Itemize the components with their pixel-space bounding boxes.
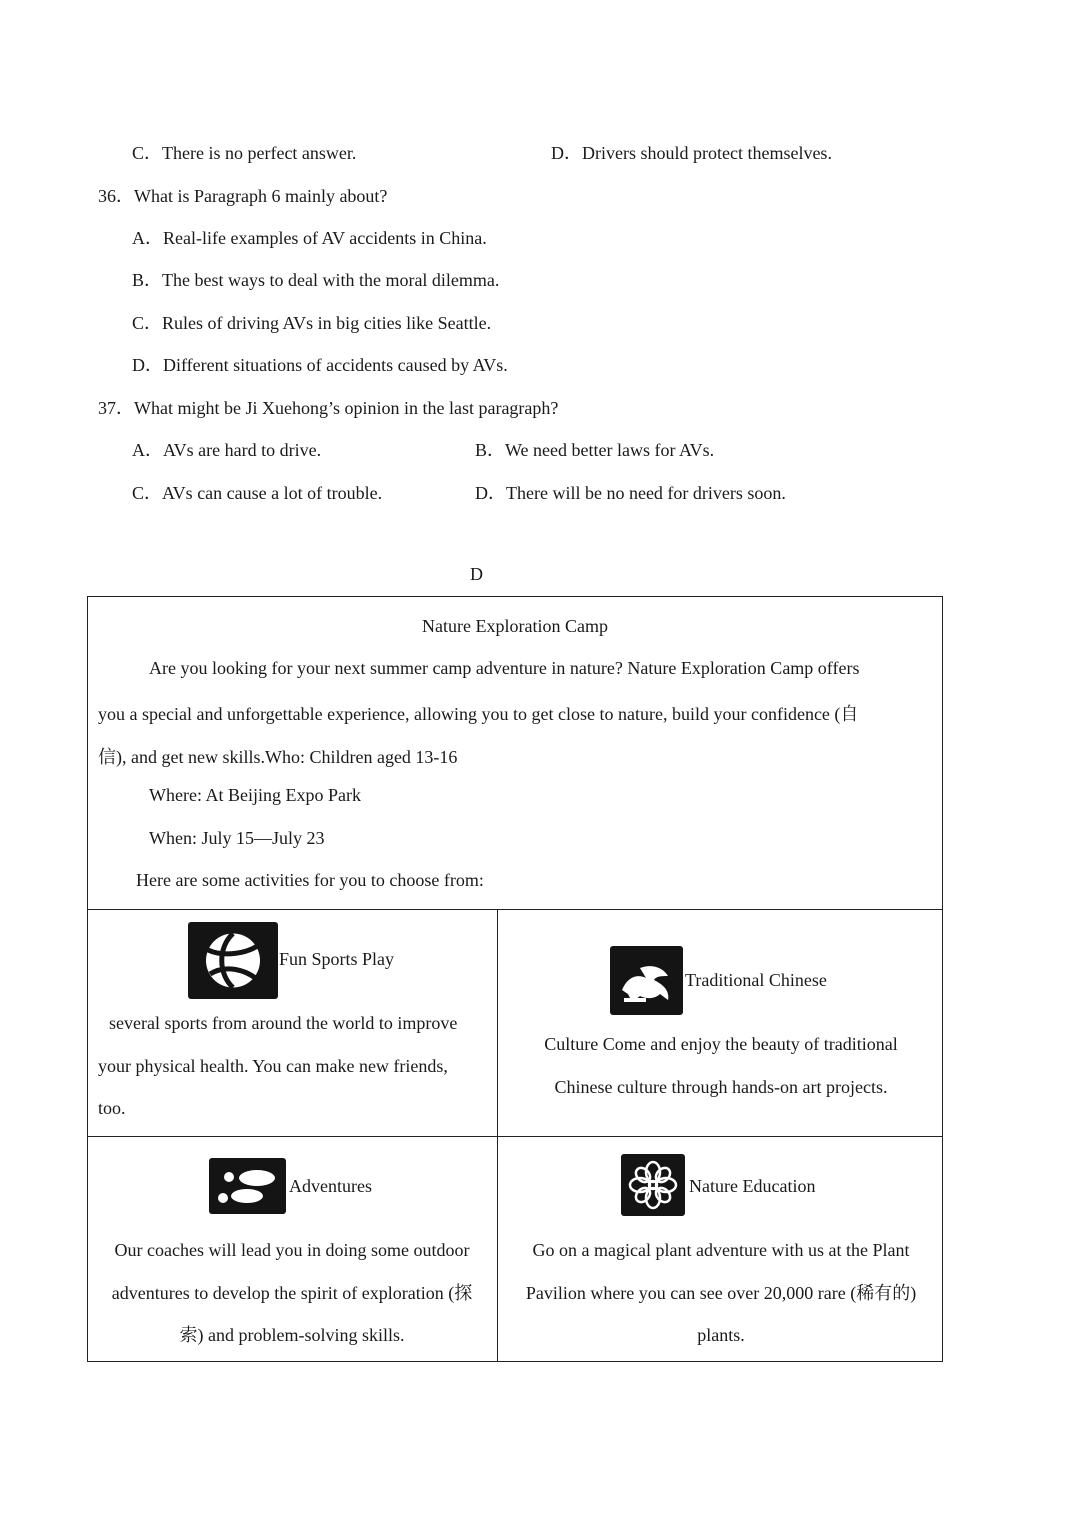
q36-option-c: C．Rules of driving AVs in big cities like Seattle. <box>132 313 492 333</box>
q37-option-a: A．AVs are hard to drive. <box>132 440 322 460</box>
q37-option-b: B．We need better laws for AVs. <box>475 440 715 460</box>
activity-1-line-1: several sports from around the world to improve <box>109 1013 458 1033</box>
activity-2-line-2: Chinese culture through hands-on art projects. <box>554 1076 888 1097</box>
flower-icon <box>621 1154 685 1216</box>
activity-1-line-3: too. <box>98 1098 126 1118</box>
q36-option-a: A．Real-life examples of AV accidents in China. <box>132 228 487 248</box>
activity-1-description <box>98 1002 486 1130</box>
camp-title: Nature Exploration Camp <box>422 616 608 636</box>
dragon-icon <box>610 946 683 1015</box>
activity-3-line-2: adventures to develop the spirit of exploration (探 <box>111 1282 473 1303</box>
footprints-icon <box>209 1158 286 1214</box>
activity-4-line-1: Go on a magical plant adventure with us at the Plant <box>532 1240 910 1260</box>
activity-2-line-1: Culture Come and enjoy the beauty of traditional <box>544 1034 898 1054</box>
activity-3-title: Adventures <box>289 1176 372 1196</box>
intro-line-3: 信), and get new skills.Who: Children aged 13-16 <box>98 747 458 767</box>
q37-option-d: D．There will be no need for drivers soon. <box>475 483 786 503</box>
camp-when: When: July 15—July 23 <box>149 828 325 848</box>
q35-option-c: C．There is no perfect answer. <box>132 143 357 163</box>
q35-option-d: D．Drivers should protect themselves. <box>551 143 832 163</box>
section-label: D <box>470 564 483 584</box>
camp-advert-box <box>87 596 943 1362</box>
q36-option-b: B．The best ways to deal with the moral dilemma. <box>132 270 500 290</box>
activity-4-description <box>498 1229 944 1357</box>
activity-1-line-2: your physical health. You can make new friends, <box>98 1055 448 1076</box>
q36-option-d: D．Different situations of accidents caused by AVs. <box>132 355 508 375</box>
camp-intro <box>88 597 942 910</box>
activity-3-line-1: Our coaches will lead you in doing some outdoor <box>114 1240 470 1260</box>
activity-3-line-3: 索) and problem-solving skills. <box>179 1325 405 1345</box>
activity-1-title: Fun Sports Play <box>279 949 395 969</box>
q37-option-c: C．AVs can cause a lot of trouble. <box>132 483 383 503</box>
camp-choose-text: Here are some activities for you to choose from: <box>136 870 484 890</box>
camp-where: Where: At Beijing Expo Park <box>149 785 361 805</box>
activity-2-title: Traditional Chinese <box>685 970 827 990</box>
activity-3-description <box>93 1229 491 1357</box>
cell-divider-horizontal <box>88 1136 942 1137</box>
intro-line-2: you a special and unforgettable experience, allowing you to get close to nature, build your confidence (自 <box>98 704 859 724</box>
activity-4-line-2: Pavilion where you can see over 20,000 rare (稀有的) <box>525 1282 917 1303</box>
intro-line-1: Are you looking for your next summer camp adventure in nature? Nature Exploration Camp offers <box>149 658 860 678</box>
q36-question: 36．What is Paragraph 6 mainly about? <box>98 186 388 206</box>
activity-2-description <box>498 1023 944 1108</box>
activity-4-line-3: plants. <box>697 1325 745 1345</box>
q37-question: 37．What might be Ji Xuehong’s opinion in the last paragraph? <box>98 398 559 418</box>
activity-4-title: Nature Education <box>689 1176 816 1196</box>
volleyball-icon <box>188 922 278 999</box>
